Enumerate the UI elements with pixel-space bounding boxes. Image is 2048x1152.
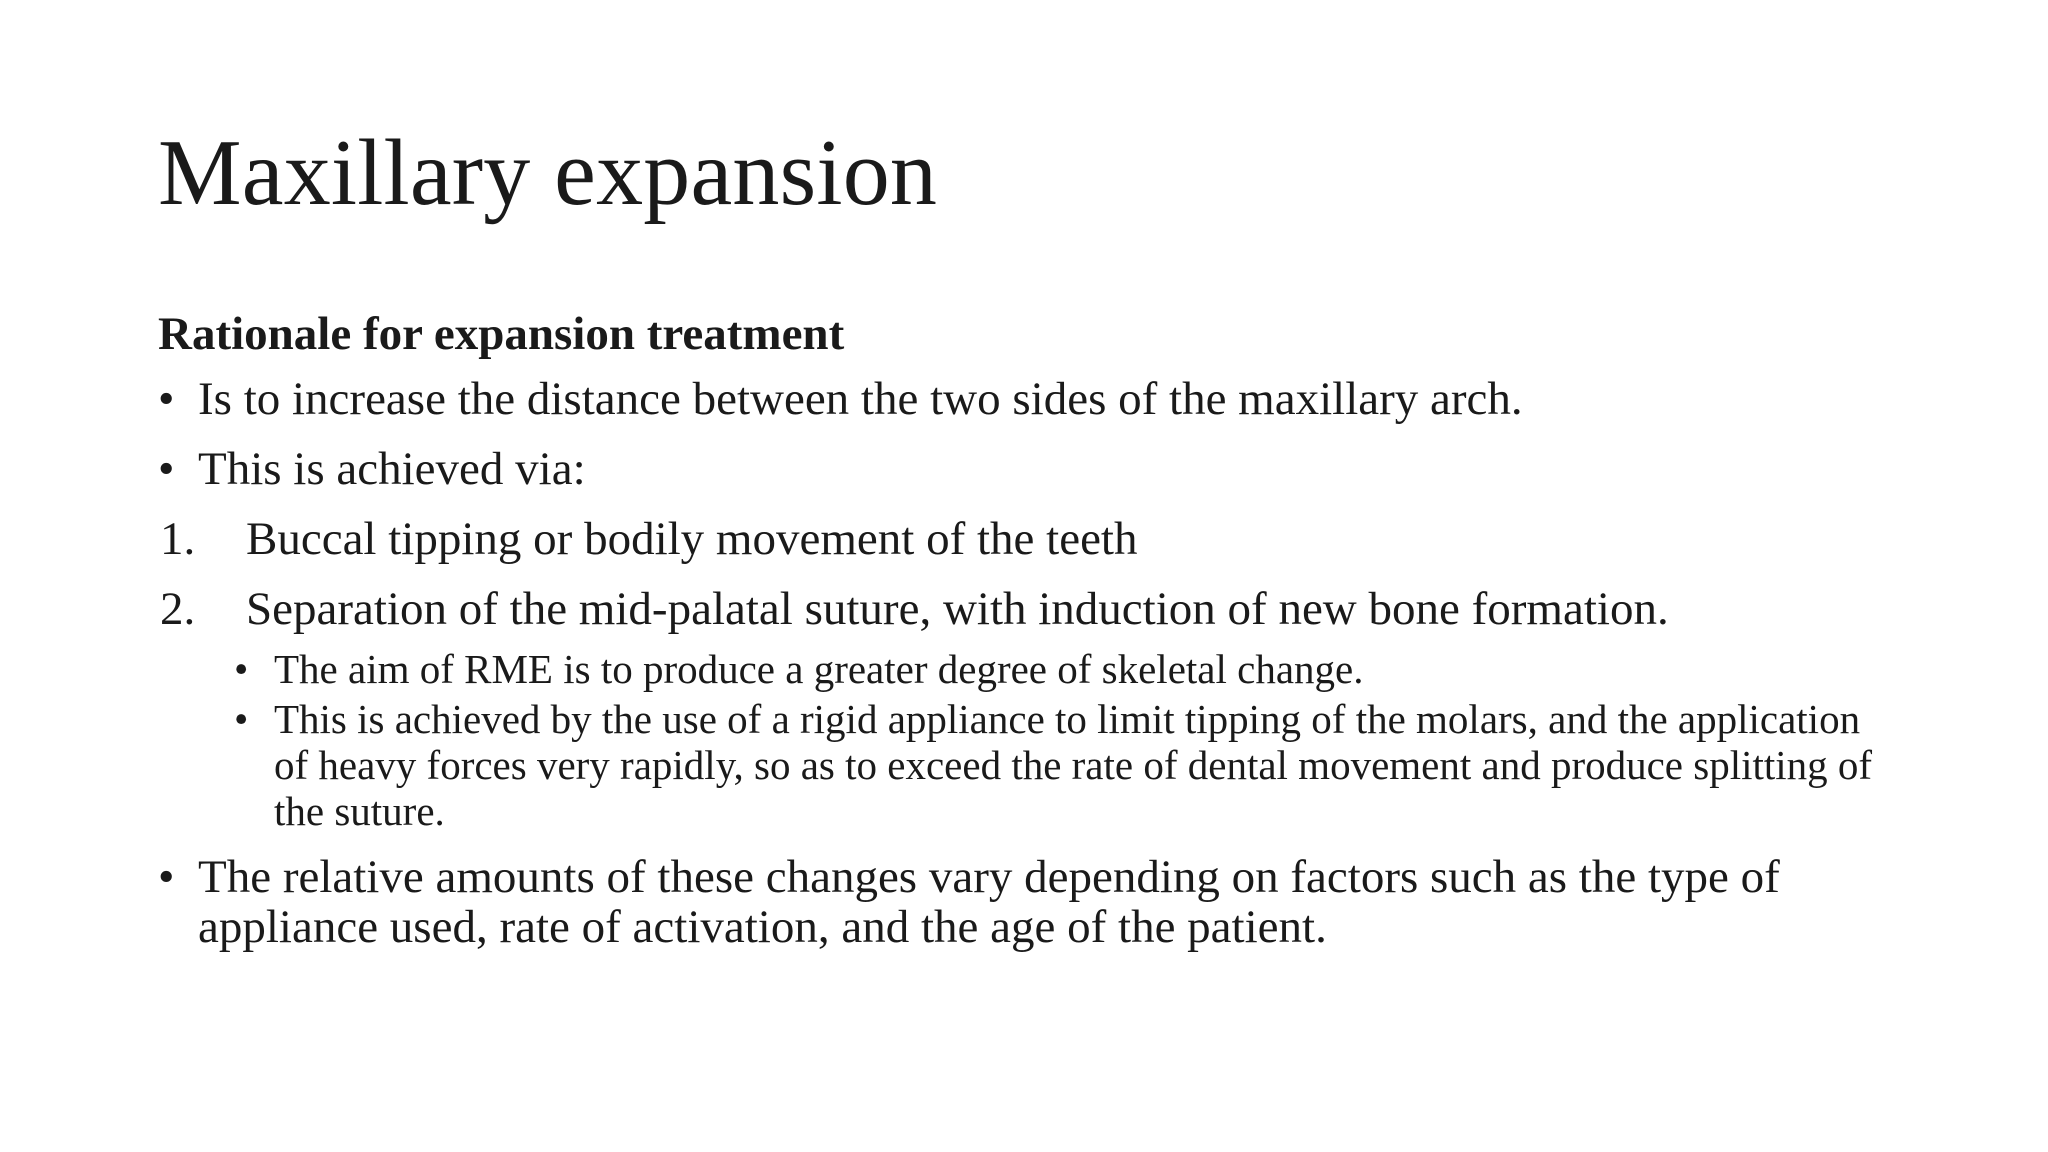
bullet-marker: • [158, 851, 175, 903]
sub-bullet-marker: • [234, 646, 249, 692]
slide-title: Maxillary expansion [158, 121, 938, 225]
sub-bullet-marker: • [234, 696, 249, 742]
slide-body [158, 306, 1898, 972]
sub-bullet-list [158, 646, 1898, 834]
bullet-text: Is to increase the distance between the two sides of the maxillary arch. [198, 373, 1523, 425]
numbered-item [158, 584, 1898, 634]
numbered-text: Buccal tipping or bodily movement of the teeth [246, 513, 1138, 565]
number-marker: 1. [160, 513, 196, 565]
bullet-item [158, 374, 1898, 424]
bullet-text: The relative amounts of these changes vary depending on factors such as the type of appliance used, rate of activation, and the age of the patient. [198, 851, 1780, 953]
bullet-item [158, 444, 1898, 494]
section-heading: Rationale for expansion treatment [158, 308, 845, 360]
sub-bullet-text: This is achieved by the use of a rigid appliance to limit tipping of the molars, and the application of heavy forces very rapidly, so as to exceed the rate of dental movement and produce splitting of the suture. [274, 696, 1873, 834]
bullet-item [158, 852, 1898, 952]
sub-bullet-item [158, 646, 1898, 692]
bullet-text: This is achieved via: [198, 443, 586, 495]
numbered-text: Separation of the mid-palatal suture, with induction of new bone formation. [246, 583, 1669, 635]
bullet-marker: • [158, 373, 175, 425]
sub-bullet-text: The aim of RME is to produce a greater degree of skeletal change. [274, 646, 1364, 692]
bullet-marker: • [158, 443, 175, 495]
numbered-item [158, 514, 1898, 564]
number-marker: 2. [160, 583, 196, 635]
sub-bullet-item [158, 696, 1898, 834]
